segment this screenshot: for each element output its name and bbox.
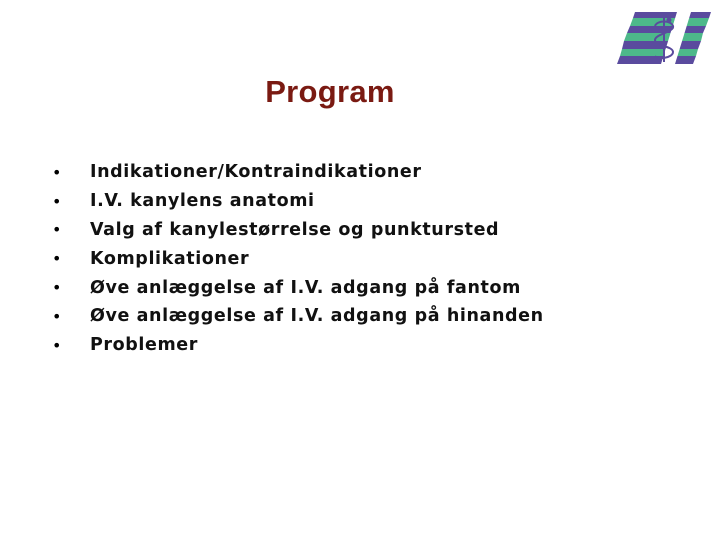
bullet-icon: • <box>52 335 62 355</box>
slide-title: Program <box>265 74 395 109</box>
list-item-text: Problemer <box>90 335 199 356</box>
list-item-text: Indikationer/Kontraindikationer <box>90 162 422 183</box>
bullet-icon: • <box>52 306 62 326</box>
agenda-list <box>52 158 544 360</box>
list-item <box>52 216 544 245</box>
bullet-icon: • <box>52 220 62 240</box>
list-item-text: Øve anlæggelse af I.V. adgang på hinanden <box>90 306 544 327</box>
list-item <box>52 302 544 331</box>
bullet-icon: • <box>52 249 62 269</box>
bullet-icon: • <box>52 278 62 298</box>
list-item <box>52 331 544 360</box>
list-item-text: I.V. kanylens anatomi <box>90 191 315 212</box>
list-item-text: Komplikationer <box>90 248 250 269</box>
list-item <box>52 158 544 187</box>
list-item <box>52 273 544 302</box>
list-item-text: Valg af kanylestørrelse og punktursted <box>90 219 500 240</box>
medical-caduceus-logo-icon <box>617 12 711 64</box>
bullet-icon: • <box>52 191 62 211</box>
bullet-icon: • <box>52 162 62 182</box>
list-item <box>52 187 544 216</box>
list-item-text: Øve anlæggelse af I.V. adgang på fantom <box>90 277 521 298</box>
list-item <box>52 244 544 273</box>
